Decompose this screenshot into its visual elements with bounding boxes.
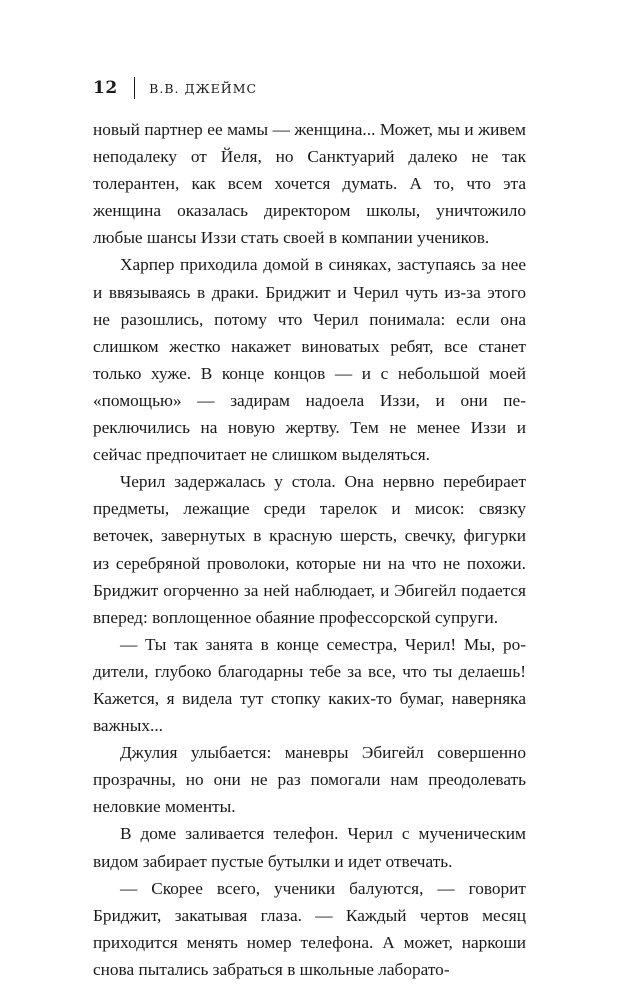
header-divider <box>134 77 136 99</box>
paragraph: — Ты так занята в конце семестра, Черил! Мы, родители, глубоко благодарны тебе за все, что ты делаешь! Кажется, я видела тут стопку каких-то бумаг, наверняка важных... <box>93 634 526 736</box>
paragraph: новый партнер ее мамы — женщина... Может, мы и живем неподалеку от Йеля, но Санктуарий далеко не так толерантен, как всем хочется думать. А то, что эта женщина оказалась директором школы, уничтожило любые шансы Иззи стать своей в компании учеников. <box>93 120 526 248</box>
paragraph: В доме заливается телефон. Черил с мученическим видом забирает пустые бутылки и идет отвечать. <box>93 824 526 871</box>
paragraph: — Скорее всего, ученики балуются, — говорит Бриджит, закатывая глаза. — Каждый чертов месяц приходится менять номер телефона. А может, наркоши снова пытались забраться в школьные лаборато- <box>93 878 526 979</box>
paragraph: Черил задержалась у стола. Она нервно перебирает предметы, лежащие среди тарелок и мисок: связку веточек, завернутых в красную шерсть, свечку, фигурки из серебряной проволоки, которые ни на что не похожи. Бриджит огорченно за ней наблюдает, и Эбигейл подается вперед: воплощенное обаяние профессорской супруги. <box>93 472 526 627</box>
body-text <box>93 116 526 983</box>
paragraph: Харпер приходила домой в синяках, заступаясь за нее и ввязываясь в драки. Бриджит и Черил чуть из-за этого не разошлись, потому что Черил понимала: если она слишком жестко накажет виноватых ребят, все станет только хуже. В конце концов — и с небольшой моей «помощью» — задирам надоела Иззи, и они переключились на новую жертву. Тем не менее Иззи и сейчас предпочитает не слишком выделяться. <box>93 255 526 465</box>
author-name: В.В. ДЖЕЙМС <box>149 80 258 96</box>
page-number: 12 <box>93 78 118 98</box>
paragraph: Джулия улыбается: маневры Эбигейл совершенно прозрачны, но они не раз помогали нам преодолевать неловкие моменты. <box>93 743 526 817</box>
running-head <box>93 76 257 100</box>
